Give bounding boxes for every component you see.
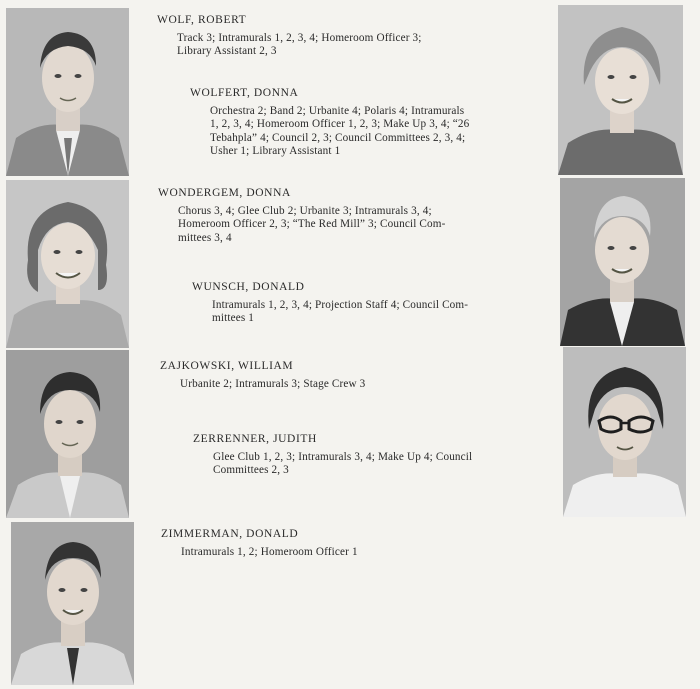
activity-line: Usher 1; Library Assistant 1: [210, 145, 341, 158]
student-name: WONDERGEM, DONNA: [158, 187, 291, 199]
portrait-wondergem-donna: [6, 180, 129, 348]
student-activities: [213, 451, 558, 478]
activity-line: Glee Club 1, 2, 3; Intramurals 3, 4; Make Up 4; Council: [213, 451, 473, 463]
portrait-zerrenner-judith: [563, 347, 686, 517]
student-name: WOLF, ROBERT: [157, 14, 247, 26]
activity-line: Intramurals 1, 2, 3, 4; Projection Staff 4; Council Com-: [212, 299, 469, 311]
student-entry: [161, 527, 561, 559]
student-name: ZAJKOWSKI, WILLIAM: [160, 360, 294, 372]
portrait-wolfert-donna: [558, 5, 683, 175]
activity-line: Library Assistant 2, 3: [177, 45, 277, 58]
student-activities: [181, 546, 561, 559]
student-entry: [190, 86, 555, 159]
student-entry: [160, 359, 560, 391]
student-name: ZIMMERMAN, DONALD: [161, 528, 299, 540]
activity-line: Tebahpla” 4; Council 2, 3; Council Committees 2, 3, 4;: [210, 131, 466, 144]
male-portrait-image: [11, 522, 134, 685]
student-name: ZERRENNER, JUDITH: [193, 433, 317, 445]
student-activities: [177, 32, 557, 59]
activity-line: 1, 2, 3, 4; Homeroom Officer 1, 2, 3; Make Up 3, 4; “26: [210, 118, 470, 131]
student-name: WUNSCH, DONALD: [192, 281, 305, 293]
male-portrait-image: [6, 8, 129, 176]
student-activities: [212, 299, 557, 326]
portrait-zimmerman-donald: [11, 522, 134, 685]
male-portrait-image: [560, 178, 685, 346]
student-entry: [192, 280, 557, 326]
portrait-wolf-robert: [6, 8, 129, 176]
student-entry: [193, 432, 558, 478]
student-entry: [157, 13, 557, 59]
activity-line: Track 3; Intramurals 1, 2, 3, 4; Homeroom Officer 3;: [177, 32, 422, 44]
activity-line: mittees 3, 4: [178, 231, 232, 244]
portrait-zajkowski-william: [6, 350, 129, 518]
activity-line: Chorus 3, 4; Glee Club 2; Urbanite 3; Intramurals 3, 4;: [178, 205, 432, 217]
activity-line: Intramurals 1, 2; Homeroom Officer 1: [181, 546, 358, 558]
female-portrait-image: [6, 180, 129, 348]
female-portrait-image: [563, 347, 686, 517]
male-portrait-image: [6, 350, 129, 518]
activity-line: Homeroom Officer 2, 3; “The Red Mill” 3; Council Com-: [178, 218, 446, 231]
activity-line: mittees 1: [212, 312, 255, 325]
portrait-wunsch-donald: [560, 178, 685, 346]
activity-line: Urbanite 2; Intramurals 3; Stage Crew 3: [180, 378, 366, 390]
student-entry: [158, 186, 558, 245]
activity-line: Orchestra 2; Band 2; Urbanite 4; Polaris 4; Intramurals: [210, 105, 465, 117]
student-activities: [180, 378, 560, 391]
activity-line: Committees 2, 3: [213, 464, 289, 477]
female-portrait-image: [558, 5, 683, 175]
student-activities: [178, 205, 558, 245]
student-activities: [210, 105, 555, 159]
student-name: WOLFERT, DONNA: [190, 87, 299, 99]
